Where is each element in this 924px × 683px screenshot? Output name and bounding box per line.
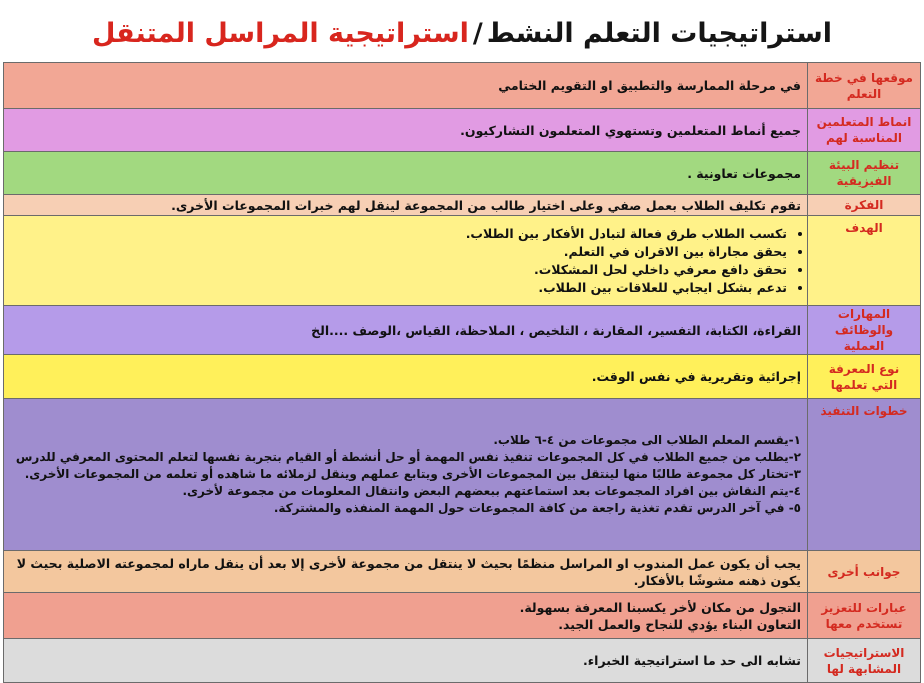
list-item: • تكسب الطلاب طرق فعالة لتبادل الأفكار بين الطلاب. <box>10 225 787 243</box>
row-content <box>4 216 808 306</box>
row-content: يجب أن يكون عمل المندوب او المراسل منظمًا بحيث لا ينتقل من مجموعة لأخرى إلا بعد أن ينقل ماراه لمجموعته الاصلية بحيث لا يكون ذهنه مشوشًا بالأفكار. <box>4 551 808 593</box>
table-row <box>4 593 921 639</box>
row-label: جوانب أخرى <box>808 551 921 593</box>
table-row <box>4 152 921 195</box>
title-separator: / <box>472 17 483 49</box>
step-item: ٥- في آخر الدرس تقدم تغذية راجعة من كافة المجموعات حول المهمة المنفذه والمشتركة. <box>273 501 801 515</box>
step-item: ٣-تختار كل مجموعة طالبًا منها لينتقل بين المجموعات الأخرى ويتابع عملهم وينقل لزملائه ما شاهده أو تعلمه من المجموعات الأخرى. <box>24 467 801 481</box>
row-label: عبارات للتعزيز تستخدم معها <box>808 593 921 639</box>
list-item: • تدعم بشكل ايجابي للعلاقات بين الطلاب. <box>10 279 787 297</box>
row-content: تشابه الى حد ما استراتيجية الخبراء. <box>4 639 808 683</box>
row-content: القراءة، الكتابة، التفسير، المقارنة ، التلخيص ، الملاحظة، القياس ،الوصف ....الخ <box>4 306 808 355</box>
phrase-item: التجول من مكان لأخر يكسبنا المعرفة بسهولة. <box>519 599 801 615</box>
list-item: • تحقق دافع معرفي داخلي لحل المشكلات. <box>10 261 787 279</box>
row-label: تنظيم البيئة الفيزيقية <box>808 152 921 195</box>
row-label: الاستراتيجيات المشابهة لها <box>808 639 921 683</box>
goal-list <box>10 225 801 297</box>
row-label: موقعها في خطة التعلم <box>808 63 921 109</box>
table-row <box>4 551 921 593</box>
row-label: خطوات التنفيذ <box>808 399 921 551</box>
table-row <box>4 306 921 355</box>
row-label: الهدف <box>808 216 921 306</box>
table-row <box>4 399 921 551</box>
row-label: نوع المعرفة التي تعلمها <box>808 355 921 399</box>
row-content: مجموعات تعاونية . <box>4 152 808 195</box>
table-row <box>4 63 921 109</box>
table-row <box>4 355 921 399</box>
step-item: ٤-يتم النقاش بين افراد المجموعات بعد استماعتهم ببعضهم البعض وانتقال المعلومات من مجموعة لأخرى. <box>182 484 801 498</box>
title-strategy-name: استراتيجية المراسل المتنقل <box>91 17 469 49</box>
row-content: في مرحلة الممارسة والتطبيق او التقويم الختامي <box>4 63 808 109</box>
row-content <box>4 593 808 639</box>
title-main: استراتيجيات التعلم النشط <box>486 17 833 49</box>
row-content: جميع أنماط المتعلمين وتستهوي المتعلمون التشاركيون. <box>4 109 808 152</box>
row-label: المهارات والوظائف العملية <box>808 306 921 355</box>
phrase-item: التعاون البناء يؤدي للنجاح والعمل الجيد. <box>558 616 801 632</box>
row-content: إجرائية وتقريرية في نفس الوقت. <box>4 355 808 399</box>
row-content <box>4 399 808 551</box>
step-item: ١-يقسم المعلم الطلاب الى مجموعات من ٤-٦ طلاب. <box>493 433 801 447</box>
table-row <box>4 195 921 216</box>
list-item: • يحقق مجاراة بين الاقران في التعلم. <box>10 243 787 261</box>
table-row <box>4 109 921 152</box>
row-label: الفكرة <box>808 195 921 216</box>
row-label: انماط المتعلمين المناسبة لهم <box>808 109 921 152</box>
table-row <box>4 639 921 683</box>
strategy-table <box>3 62 921 683</box>
table-row <box>4 216 921 306</box>
step-item: ٢-يطلب من جميع الطلاب في كل المجموعات تنفيذ نفس المهمة أو حل أنشطة أو القيام بتجربة نفسها لتعلم المحتوى المعرفي للدرس <box>15 450 801 464</box>
row-content: تقوم تكليف الطلاب بعمل صفي وعلى اختيار طالب من المجموعة لينقل لهم خبرات المجموعات الأخرى. <box>4 195 808 216</box>
page-title <box>0 8 924 58</box>
